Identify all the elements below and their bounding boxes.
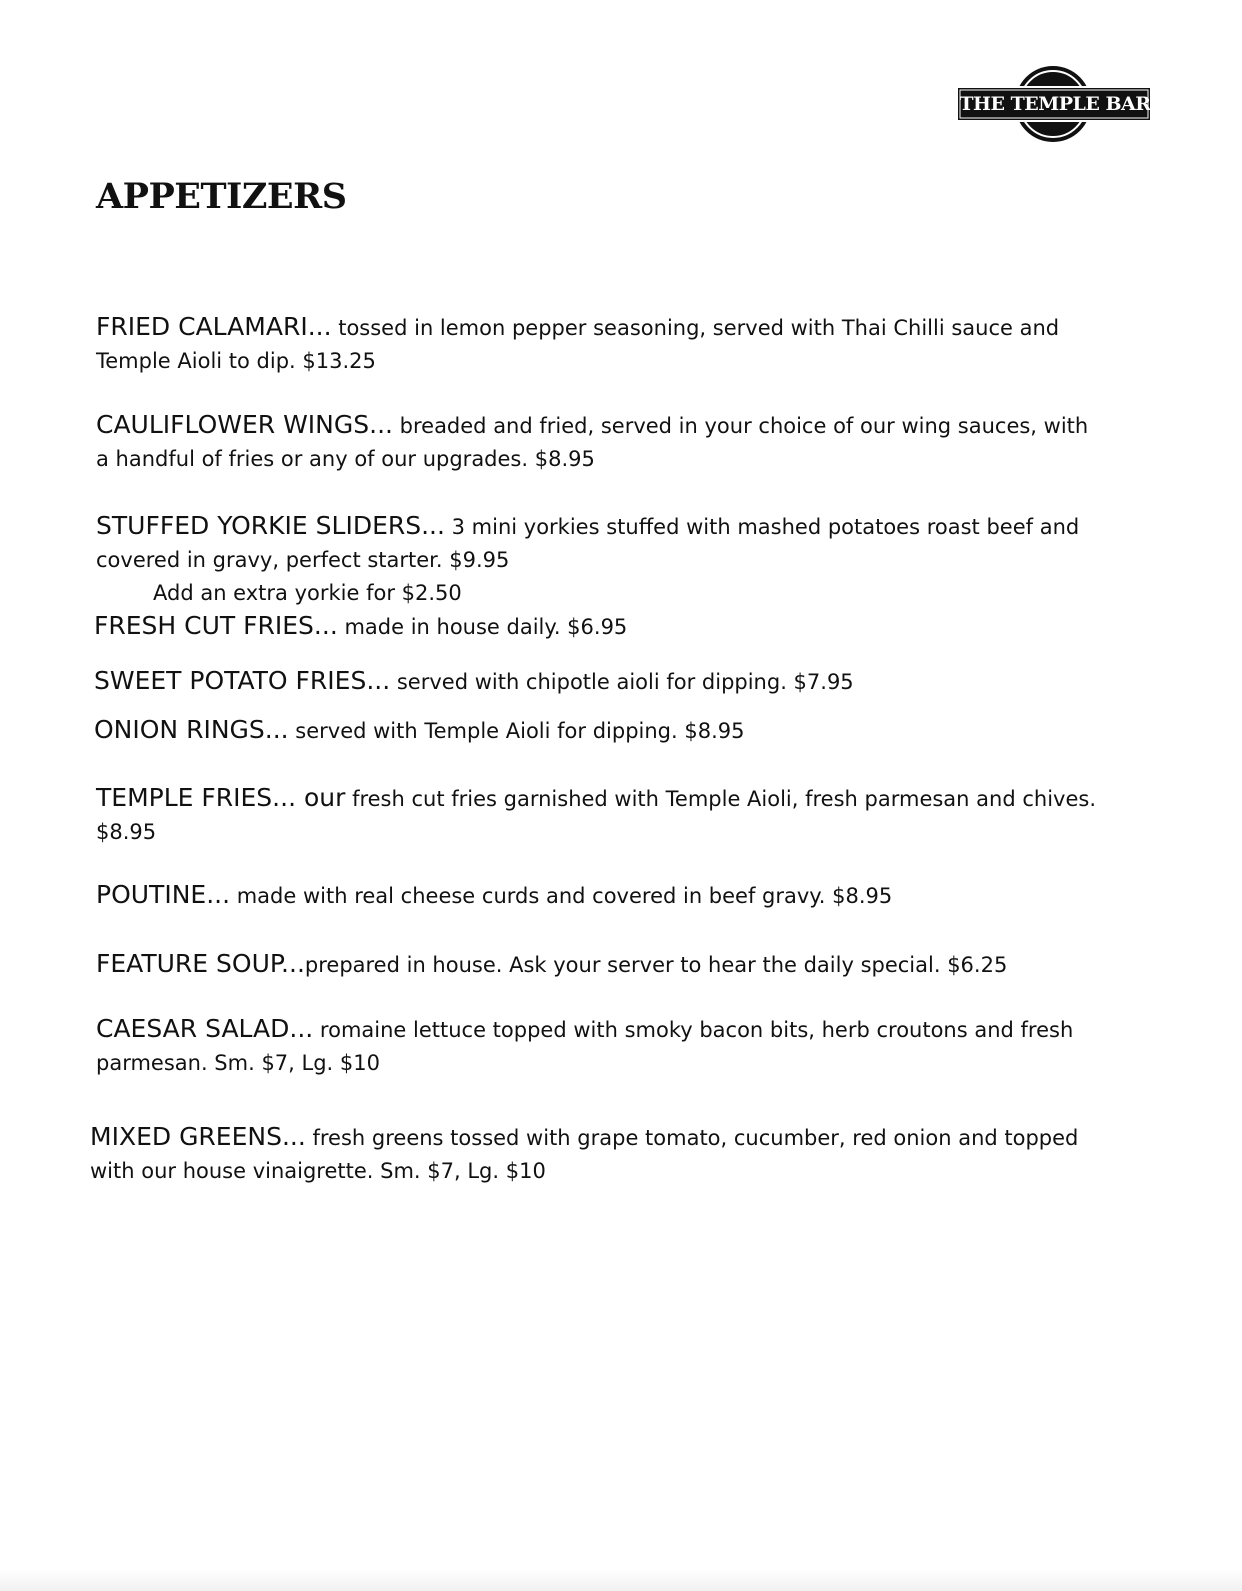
item-name: TEMPLE FRIES... our [96, 783, 346, 812]
item-description: fresh cut fries garnished with Temple Aioli, fresh parmesan and chives. $8.95 [96, 787, 1096, 844]
item-name: SWEET POTATO FRIES... [94, 666, 391, 695]
item-name: FRIED CALAMARI... [96, 312, 332, 341]
item-description: made with real cheese curds and covered in beef gravy. $8.95 [230, 884, 893, 908]
temple-bar-logo [955, 64, 1155, 144]
item-name: FRESH CUT FRIES... [94, 611, 338, 640]
item-name: CAESAR SALAD... [96, 1014, 314, 1043]
menu-item-cauliflower-wings [96, 408, 1106, 476]
item-description: romaine lettuce topped with smoky bacon bits, herb croutons and fresh parmesan. Sm. $7, Lg. $10 [96, 1018, 1074, 1075]
item-name: CAULIFLOWER WINGS... [96, 410, 393, 439]
item-description: served with Temple Aioli for dipping. $8.95 [288, 719, 745, 743]
item-description: made in house daily. $6.95 [337, 615, 628, 639]
menu-item-mixed-greens [90, 1120, 1100, 1188]
menu-item-onion-rings [94, 713, 1104, 748]
item-name: STUFFED YORKIE SLIDERS... [96, 511, 445, 540]
menu-item-sweet-potato-fries [94, 664, 1104, 699]
menu-item-temple-fries [96, 781, 1106, 849]
item-name: FEATURE SOUP... [96, 949, 305, 978]
item-name: ONION RINGS... [94, 715, 289, 744]
section-title: APPETIZERS [96, 176, 347, 217]
item-description: prepared in house. Ask your server to hear the daily special. $6.25 [304, 953, 1008, 977]
item-description: served with chipotle aioli for dipping. $7.95 [390, 670, 854, 694]
menu-item-fresh-cut-fries [94, 609, 1104, 644]
logo-text: THE TEMPLE BAR [959, 93, 1151, 115]
menu-item-fried-calamari [96, 310, 1106, 378]
menu-item-feature-soup [96, 947, 1106, 982]
menu-item-stuffed-yorkie-sliders [96, 509, 1106, 610]
item-name: MIXED GREENS... [90, 1122, 306, 1151]
item-description: breaded and fried, served in your choice of our wing sauces, with a handful of fries or any of our upgrades. $8.95 [96, 414, 1089, 471]
item-description: fresh greens tossed with grape tomato, cucumber, red onion and topped with our house vinaigrette. Sm. $7, Lg. $10 [90, 1126, 1079, 1183]
item-name: POUTINE... [96, 880, 231, 909]
menu-item-poutine [96, 878, 1106, 913]
item-add-on-note: Add an extra yorkie for $2.50 [153, 581, 462, 605]
menu-item-caesar-salad [96, 1012, 1106, 1080]
item-description: 3 mini yorkies stuffed with mashed potatoes roast beef and covered in gravy, perfect starter. $9.95 [96, 515, 1080, 572]
page-bottom-edge [0, 1569, 1242, 1591]
item-description: tossed in lemon pepper seasoning, served with Thai Chilli sauce and Temple Aioli to dip. $13.25 [96, 316, 1060, 373]
